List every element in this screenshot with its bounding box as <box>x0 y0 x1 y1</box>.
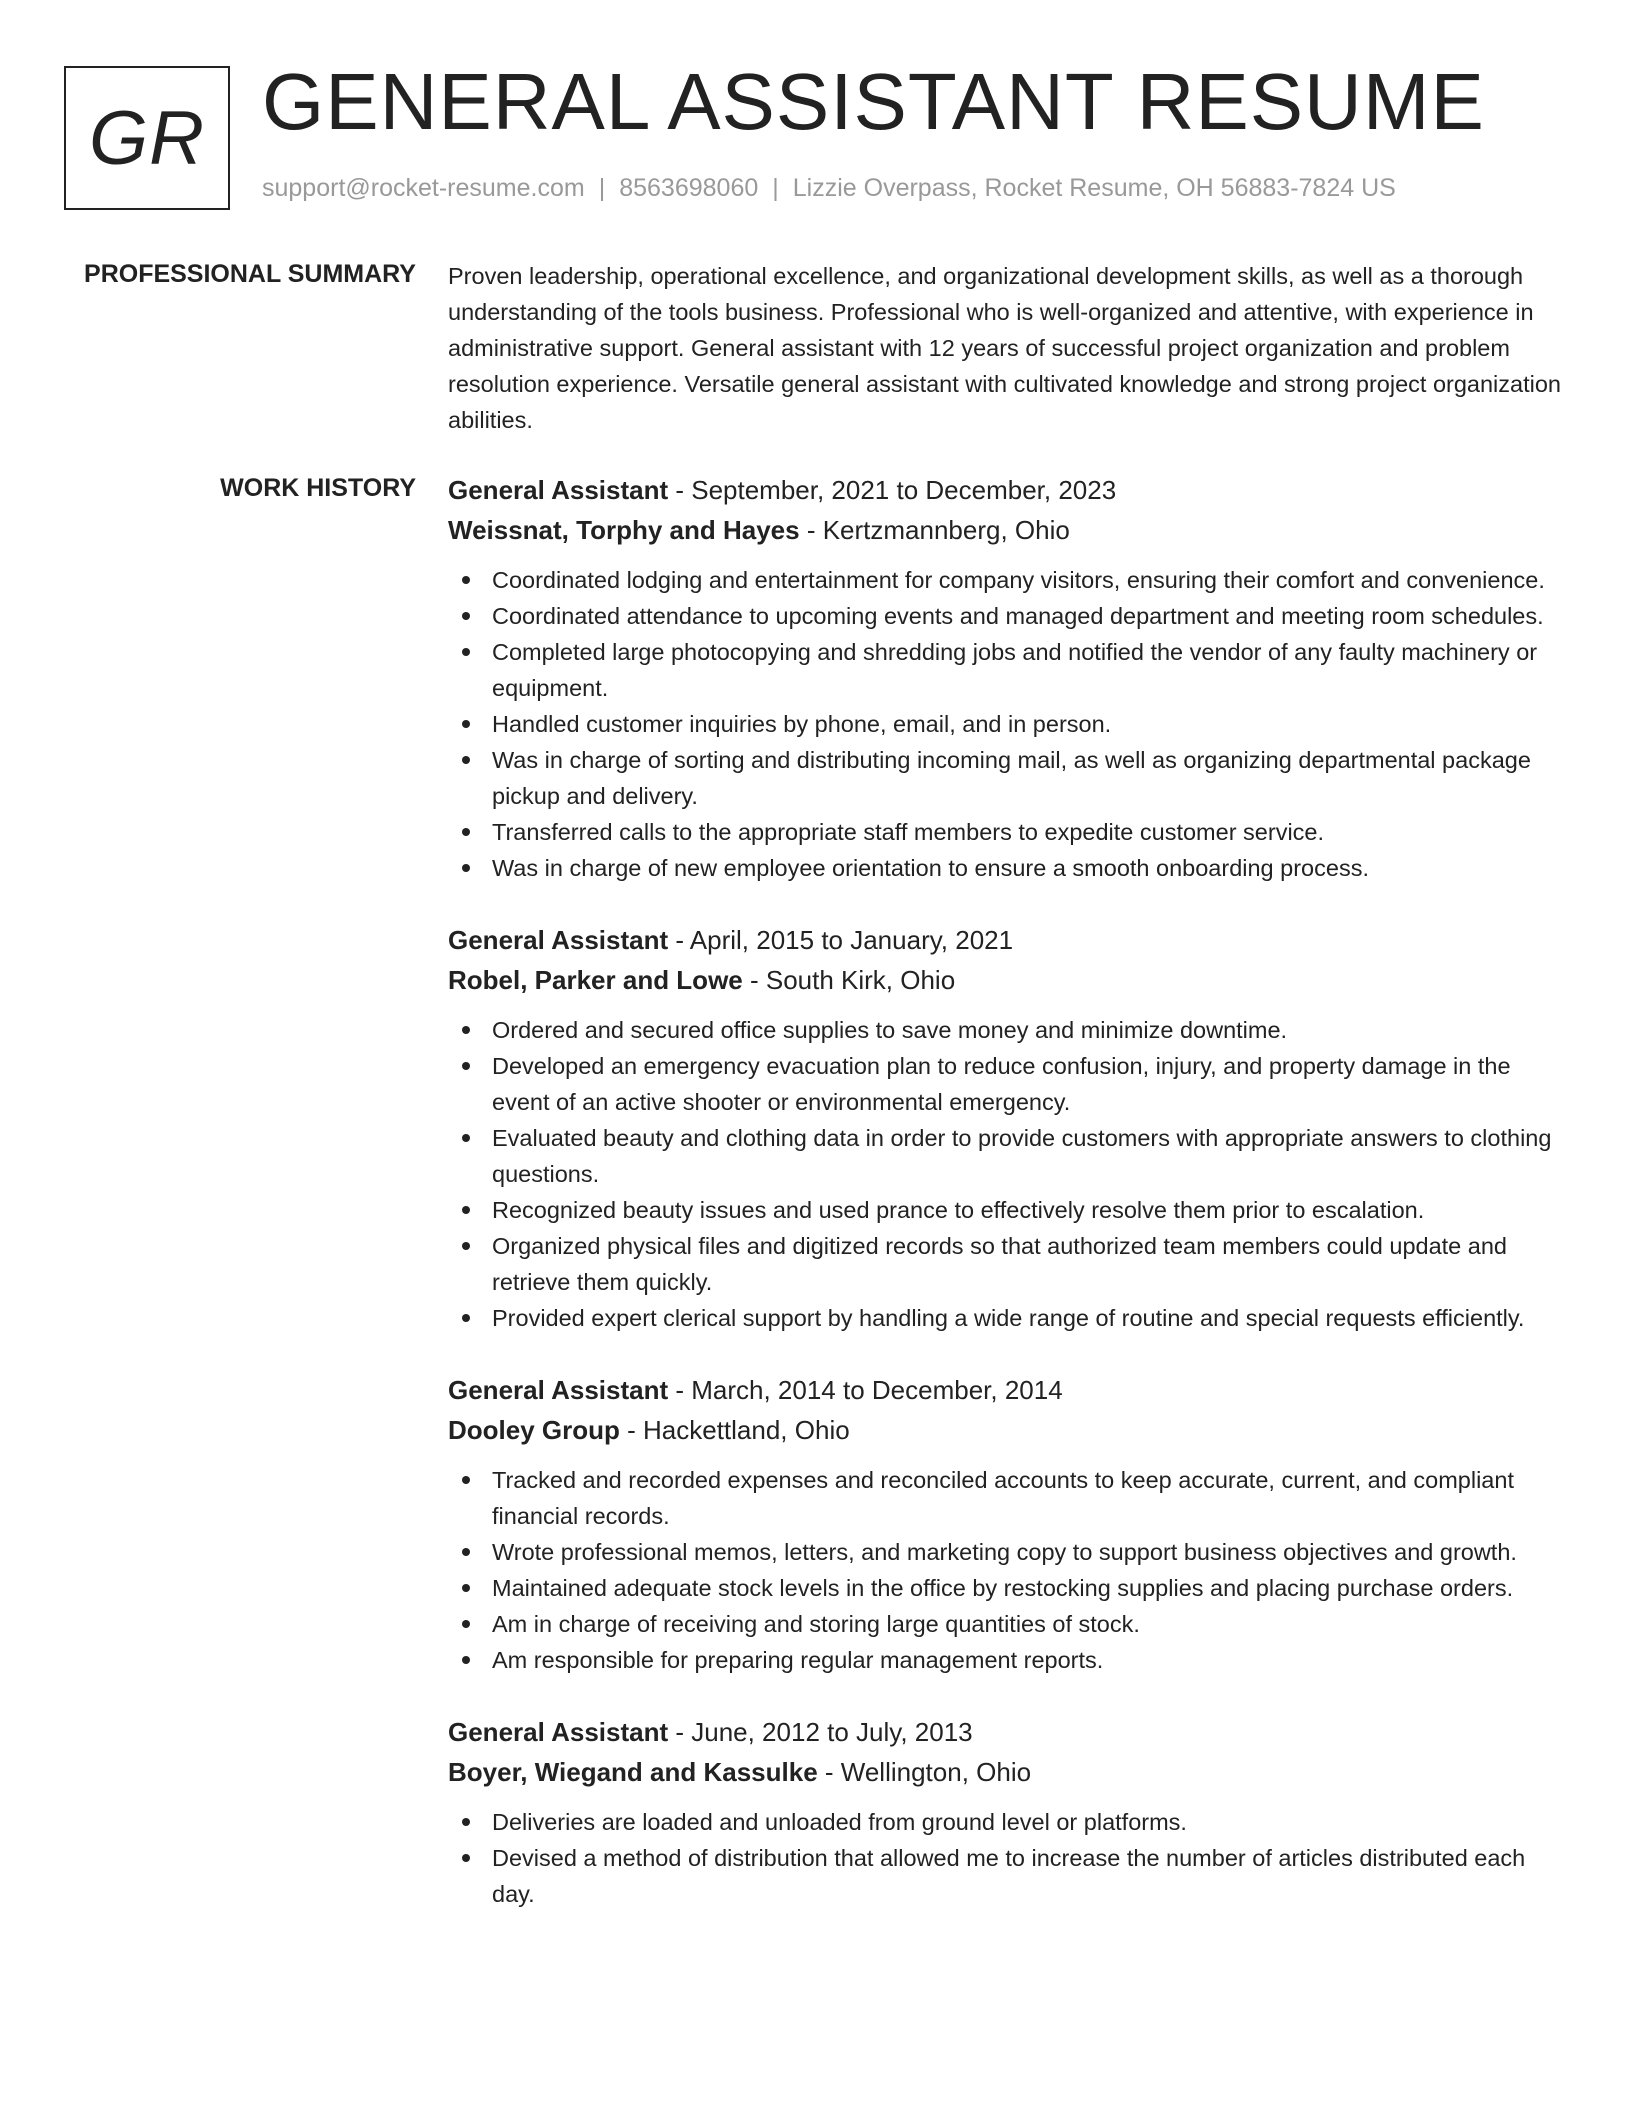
bullet-dot-icon <box>462 864 470 872</box>
job-bullet <box>448 634 1570 706</box>
job-company: Weissnat, Torphy and Hayes <box>448 515 800 545</box>
job-bullet-text: Am in charge of receiving and storing large quantities of stock. <box>492 1611 1140 1637</box>
contact-line <box>262 174 1396 203</box>
bullet-dot-icon <box>462 1854 470 1862</box>
job-bullet <box>448 1300 1570 1336</box>
bullet-dot-icon <box>462 1476 470 1484</box>
job-company-line <box>448 960 1570 1000</box>
contact-phone[interactable]: 8563698060 <box>619 174 759 202</box>
job-title: General Assistant <box>448 1717 669 1747</box>
job-bullet <box>448 598 1570 634</box>
contact-address: Lizzie Overpass, Rocket Resume, OH 56883-7824 US <box>792 174 1396 202</box>
job-company: Dooley Group <box>448 1415 620 1445</box>
job-bullet-text: Tracked and recorded expenses and reconciled accounts to keep accurate, current, and compliant financial records. <box>492 1467 1514 1529</box>
job-bullet <box>448 742 1570 814</box>
job-bullet-text: Completed large photocopying and shredding jobs and notified the vendor of any faulty machinery or equipment. <box>492 639 1538 701</box>
job-bullet <box>448 1570 1570 1606</box>
job-bullet-text: Transferred calls to the appropriate staff members to expedite customer service. <box>492 819 1325 845</box>
job-title: General Assistant <box>448 475 669 505</box>
bullet-dot-icon <box>462 648 470 656</box>
contact-separator: | <box>598 174 606 202</box>
job-bullet-text: Ordered and secured office supplies to save money and minimize downtime. <box>492 1017 1288 1043</box>
summary-text: Proven leadership, operational excellence, and organizational development skills, as well as a thorough understanding of the tools business. Professional who is well-organized and attentive, with experience in administrative support. General assistant with 12 years of successful project organization and problem resolution experience. Versatile general assistant with cultivated knowledge and strong project organization abilities. <box>448 263 1561 433</box>
job-bullet <box>448 706 1570 742</box>
job-bullet-text: Handled customer inquiries by phone, email, and in person. <box>492 711 1112 737</box>
job-entry <box>448 1712 1570 1912</box>
job-bullet-text: Wrote professional memos, letters, and marketing copy to support business objectives and growth. <box>492 1539 1517 1565</box>
job-bullet-text: Devised a method of distribution that allowed me to increase the number of articles distributed each day. <box>492 1845 1526 1907</box>
job-bullet <box>448 1642 1570 1678</box>
job-bullet <box>448 814 1570 850</box>
job-location: - Kertzmannberg, Ohio <box>799 515 1070 545</box>
job-title: General Assistant <box>448 1375 669 1405</box>
job-bullet <box>448 1012 1570 1048</box>
job-bullet <box>448 1606 1570 1642</box>
job-title-line <box>448 920 1570 960</box>
job-bullet <box>448 562 1570 598</box>
bullet-dot-icon <box>462 1818 470 1826</box>
job-entry <box>448 1370 1570 1678</box>
job-bullet <box>448 1192 1570 1228</box>
job-company: Robel, Parker and Lowe <box>448 965 743 995</box>
job-bullet-text: Coordinated attendance to upcoming events and managed department and meeting room schedules. <box>492 603 1544 629</box>
job-dates: - June, 2012 to July, 2013 <box>668 1717 973 1747</box>
job-bullet <box>448 1840 1570 1912</box>
bullet-dot-icon <box>462 1206 470 1214</box>
job-bullet <box>448 850 1570 886</box>
job-location: - Hackettland, Ohio <box>619 1415 850 1445</box>
job-bullet-text: Coordinated lodging and entertainment for company visitors, ensuring their comfort and convenience. <box>492 567 1545 593</box>
bullet-dot-icon <box>462 1548 470 1556</box>
bullet-dot-icon <box>462 1656 470 1664</box>
bullet-dot-icon <box>462 1314 470 1322</box>
contact-email[interactable]: support@rocket-resume.com <box>262 174 585 202</box>
job-entry <box>448 920 1570 1336</box>
job-bullet <box>448 1120 1570 1192</box>
bullet-dot-icon <box>462 612 470 620</box>
job-entry <box>448 470 1570 886</box>
job-bullet-list <box>448 1462 1570 1678</box>
work-history-list <box>448 470 1570 1946</box>
job-title-line <box>448 470 1570 510</box>
bullet-dot-icon <box>462 1134 470 1142</box>
bullet-dot-icon <box>462 1620 470 1628</box>
job-location: - Wellington, Ohio <box>817 1757 1032 1787</box>
job-bullet <box>448 1534 1570 1570</box>
job-company-line <box>448 510 1570 550</box>
bullet-dot-icon <box>462 576 470 584</box>
job-bullet-text: Deliveries are loaded and unloaded from ground level or platforms. <box>492 1809 1187 1835</box>
job-bullet <box>448 1804 1570 1840</box>
job-bullet <box>448 1228 1570 1300</box>
job-dates: - March, 2014 to December, 2014 <box>668 1375 1063 1405</box>
job-bullet-text: Developed an emergency evacuation plan to reduce confusion, injury, and property damage in the event of an active shooter or environmental emergency. <box>492 1053 1511 1115</box>
job-bullet <box>448 1462 1570 1534</box>
job-bullet-text: Recognized beauty issues and used prance to effectively resolve them prior to escalation. <box>492 1197 1425 1223</box>
bullet-dot-icon <box>462 756 470 764</box>
contact-separator: | <box>772 174 779 202</box>
bullet-dot-icon <box>462 1584 470 1592</box>
job-company-line <box>448 1752 1570 1792</box>
job-bullet-text: Evaluated beauty and clothing data in order to provide customers with appropriate answers to clothing questions. <box>492 1125 1552 1187</box>
job-bullet-text: Maintained adequate stock levels in the office by restocking supplies and placing purchase orders. <box>492 1575 1514 1601</box>
bullet-dot-icon <box>462 828 470 836</box>
job-bullet-list <box>448 1012 1570 1336</box>
work-history-heading: WORK HISTORY <box>220 474 416 502</box>
summary-heading: PROFESSIONAL SUMMARY <box>84 260 416 288</box>
job-title-line <box>448 1370 1570 1410</box>
job-bullet-list <box>448 562 1570 886</box>
job-title: General Assistant <box>448 925 669 955</box>
bullet-dot-icon <box>462 720 470 728</box>
job-bullet <box>448 1048 1570 1120</box>
summary-body <box>448 258 1570 438</box>
resume-title: GENERAL ASSISTANT RESUME <box>262 57 1485 146</box>
job-location: - South Kirk, Ohio <box>742 965 956 995</box>
monogram-logo: GR <box>64 66 230 210</box>
job-bullet-text: Organized physical files and digitized records so that authorized team members could update and retrieve them quickly. <box>492 1233 1507 1295</box>
job-dates: - April, 2015 to January, 2021 <box>668 925 1014 955</box>
job-company-line <box>448 1410 1570 1450</box>
job-company: Boyer, Wiegand and Kassulke <box>448 1757 818 1787</box>
job-bullet-text: Was in charge of sorting and distributing incoming mail, as well as organizing departmental package pickup and delivery. <box>492 747 1531 809</box>
job-title-line <box>448 1712 1570 1752</box>
bullet-dot-icon <box>462 1026 470 1034</box>
job-bullet-text: Was in charge of new employee orientation to ensure a smooth onboarding process. <box>492 855 1369 881</box>
job-bullet-list <box>448 1804 1570 1912</box>
job-dates: - September, 2021 to December, 2023 <box>668 475 1117 505</box>
bullet-dot-icon <box>462 1242 470 1250</box>
bullet-dot-icon <box>462 1062 470 1070</box>
job-bullet-text: Provided expert clerical support by handling a wide range of routine and special requests efficiently. <box>492 1305 1525 1331</box>
job-bullet-text: Am responsible for preparing regular management reports. <box>492 1647 1104 1673</box>
